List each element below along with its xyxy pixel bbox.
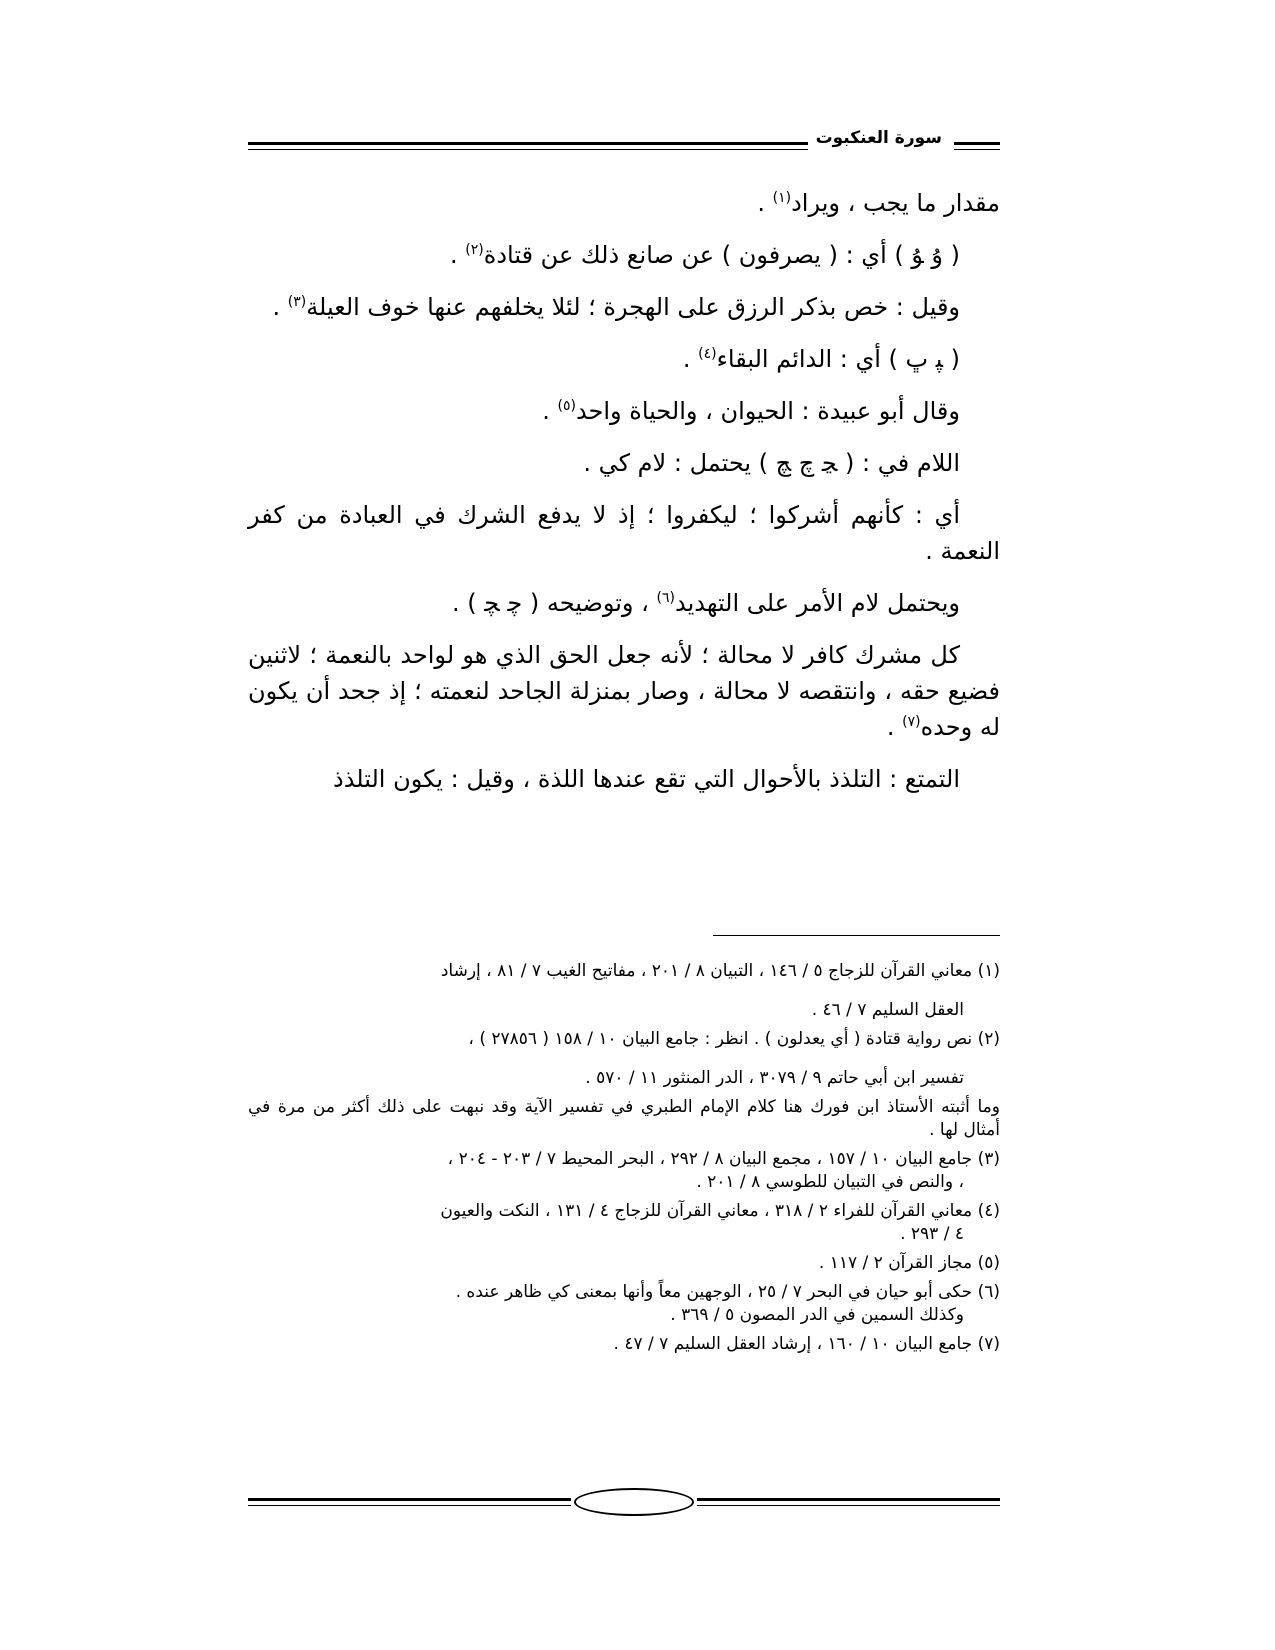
paragraph-text: اللام في : ( ﭹ ﭺ ﭻ ) يحتمل : لام كي .	[583, 449, 960, 477]
paragraph	[248, 585, 1000, 621]
paragraph-text: ( ﯗ ﯘ ) أي : ( يصرفون ) عن صانع ذلك عن قتادة	[483, 241, 960, 269]
surah-title: سورة العنكبوت	[815, 128, 942, 148]
paragraph-text: كل مشرك كافر لا محالة ؛ لأنه جعل الحق الذي هو لواحد بالنعمة ؛ لاثنين فضيع حقه ، وانتقصه لا محالة ، وصار بمنزلة الجاحد لنعمته ؛ إذ جحد أن يكون له وحده	[248, 641, 1000, 741]
footer-rule-right-thin	[697, 1505, 1000, 1506]
footnote-text: وما أثبته الأستاذ ابن فورك هنا كلام الإمام الطبري في تفسير الآية وقد نبهت على ذلك أكثر من مرة في أمثال لها .	[248, 1097, 1000, 1140]
footnote-number: (٢)	[977, 1029, 1000, 1049]
footnote-continuation: ٤ / ٢٩٣ .	[900, 1224, 964, 1244]
footnote-item	[248, 1281, 1000, 1327]
paragraph	[248, 637, 1000, 745]
footnote-ref[interactable]: (٥)	[557, 398, 576, 414]
footnote-separator	[713, 935, 1000, 936]
footer-rule-right-thick	[697, 1498, 1000, 1501]
header-rule-left-thin	[248, 149, 808, 150]
paragraph-tail: .	[450, 241, 466, 269]
footer-rule-left-thin	[248, 1505, 571, 1506]
paragraph	[248, 185, 1000, 221]
footnote-number: (٦)	[977, 1282, 1000, 1302]
paragraph	[248, 341, 1000, 377]
header-rule-right-thick	[954, 142, 1000, 145]
footnote-continuation: العقل السليم ٧ / ٤٦ .	[811, 1000, 964, 1020]
footnote-continuation: ، والنص في التبيان للطوسي ٨ / ٢٠١ .	[696, 1172, 964, 1192]
footnote-text: جامع البيان ١٠ / ١٦٠ ، إرشاد العقل السليم ٧ / ٤٧ .	[613, 1334, 973, 1354]
footnote-text: معاني القرآن للفراء ٢ / ٣١٨ ، معاني القرآن للزجاج ٤ / ١٣١ ، النكت والعيون	[440, 1201, 973, 1221]
footnote-item	[248, 1028, 1000, 1090]
paragraph-text: وقال أبو عبيدة : الحيوان ، والحياة واحد	[575, 397, 960, 425]
paragraph-text: ( ﭙ ﭚ ) أي : الدائم البقاء	[716, 345, 960, 373]
footnote-item	[248, 1148, 1000, 1194]
footnote-continuation: وكذلك السمين في الدر المصون ٥ / ٣٦٩ .	[670, 1305, 964, 1325]
paragraph	[248, 237, 1000, 273]
footnote-ref[interactable]: (٦)	[656, 590, 675, 606]
footer-rule-left-thick	[248, 1498, 571, 1501]
footnote-item	[248, 1096, 1000, 1142]
page-number-oval	[574, 1488, 694, 1516]
footnote-text: مجاز القرآن ٢ / ١١٧ .	[818, 1253, 973, 1273]
paragraph-text: مقدار ما يجب ، ويراد	[791, 189, 1000, 217]
footnote-text: حكى أبو حيان في البحر ٧ / ٢٥ ، الوجهين معاً وأنها بمعنى كي ظاهر عنده .	[455, 1282, 973, 1302]
footnote-item	[248, 1252, 1000, 1275]
paragraph	[248, 289, 1000, 325]
footnote-number: (٧)	[977, 1334, 1000, 1354]
footnote-number: (٤)	[977, 1201, 1000, 1221]
footnote-number: (٥)	[977, 1253, 1000, 1273]
paragraph-text: أي : كأنهم أشركوا ؛ ليكفروا ؛ إذ لا يدفع الشرك في العبادة من كفر النعمة .	[248, 501, 1000, 565]
footnote-ref[interactable]: (٣)	[287, 294, 307, 310]
header-rule-left-thick	[248, 142, 808, 145]
page-footer-ornament	[248, 1488, 1000, 1518]
footnote-number: (١)	[977, 961, 1000, 981]
footnote-number: (٣)	[977, 1149, 1000, 1169]
footnotes	[248, 960, 1000, 1362]
footnote-text: جامع البيان ١٠ / ١٥٧ ، مجمع البيان ٨ / ٢٩٢ ، البحر المحيط ٧ / ٢٠٣ - ٢٠٤ ،	[447, 1149, 973, 1169]
page-header	[248, 128, 1000, 158]
paragraph-tail: ، وتوضيحه ( ﭼ ﭽ ) .	[452, 589, 657, 617]
footnote-ref[interactable]: (٤)	[698, 346, 717, 362]
paragraph-tail: .	[682, 345, 699, 373]
footnote-ref[interactable]: (٧)	[902, 714, 921, 730]
paragraph-text: ويحتمل لام الأمر على التهديد	[675, 589, 960, 617]
paragraph	[248, 445, 1000, 481]
footnote-item	[248, 1200, 1000, 1246]
footnote-text: نص رواية قتادة ( أي يعدلون ) . انظر : جامع البيان ١٠ / ١٥٨ ( ٢٧٨٥٦ ) ،	[468, 1029, 973, 1049]
header-rule-right-thin	[954, 149, 1000, 150]
paragraph-tail: .	[272, 293, 288, 321]
footnote-ref[interactable]: (٢)	[465, 242, 484, 258]
paragraph-text: وقيل : خص بذكر الرزق على الهجرة ؛ لئلا يخلفهم عنها خوف العيلة	[306, 293, 960, 321]
paragraph	[248, 393, 1000, 429]
paragraph	[248, 761, 1000, 797]
paragraph	[248, 497, 1000, 569]
footnote-item	[248, 1333, 1000, 1356]
footnote-text: معاني القرآن للزجاج ٥ / ١٤٦ ، التبيان ٨ / ٢٠١ ، مفاتيح الغيب ٧ / ٨١ ، إرشاد	[440, 961, 973, 981]
paragraph-tail: .	[757, 189, 773, 217]
footnote-continuation: تفسير ابن أبي حاتم ٩ / ٣٠٧٩ ، الدر المنثور ١١ / ٥٧٠ .	[585, 1068, 964, 1088]
footnote-ref[interactable]: (١)	[772, 190, 792, 206]
paragraph-text: التمتع : التلذذ بالأحوال التي تقع عندها اللذة ، وقيل : يكون التلذذ	[333, 765, 960, 793]
main-text	[248, 185, 1000, 813]
paragraph-tail: .	[886, 713, 903, 741]
footnote-item	[248, 960, 1000, 1022]
paragraph-tail: .	[542, 397, 558, 425]
